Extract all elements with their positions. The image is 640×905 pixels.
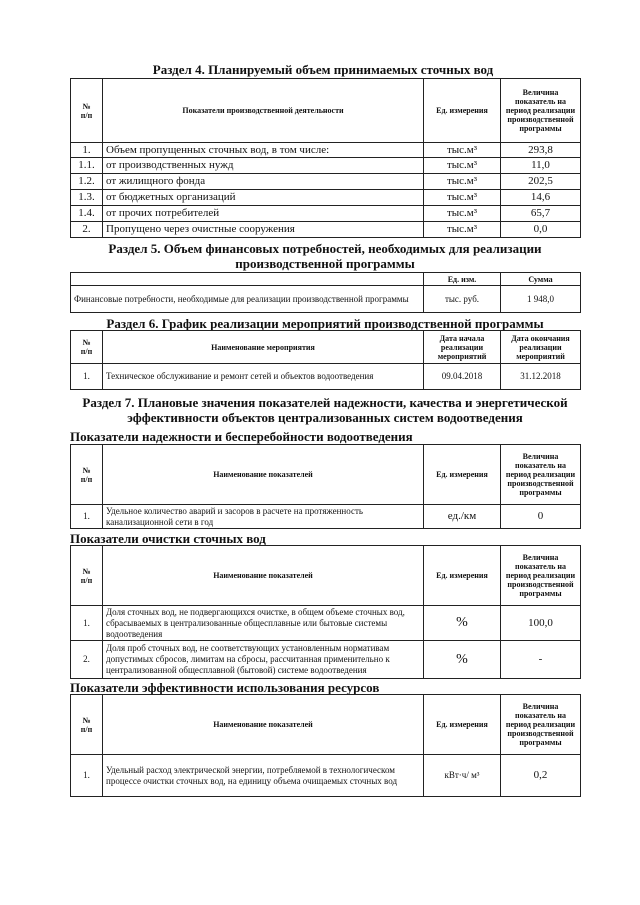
- table-row: [71, 174, 581, 190]
- row-value: 0: [501, 505, 581, 529]
- table-header-row: [71, 79, 581, 143]
- col-name-header: Наименование показателей: [103, 445, 424, 505]
- row-start-date: 09.04.2018: [424, 364, 501, 390]
- row-name: Доля сточных вод, не подвергающихся очистке, в общем объеме сточных вод, сбрасываемых в централизованные общесплавные или бытовые системы водоотведения: [103, 606, 424, 641]
- section-5-title: Раздел 5. Объем финансовых потребностей, необходимых для реализации производственной программы: [108, 241, 542, 271]
- col-unit-header: Ед. измерения: [424, 79, 501, 143]
- row-name: от производственных нужд: [103, 158, 424, 174]
- section-4-table: [70, 78, 581, 238]
- table-header-row: [71, 546, 581, 606]
- table-row: [71, 286, 581, 313]
- col-num-header: № п/п: [71, 331, 103, 364]
- row-unit: тыс.м³: [424, 190, 501, 206]
- row-num: 1.: [71, 143, 103, 158]
- row-name: от жилищного фонда: [103, 174, 424, 190]
- row-name: от бюджетных организаций: [103, 190, 424, 206]
- row-value: 100,0: [501, 606, 581, 641]
- row-value: 0,0: [501, 222, 581, 238]
- efficiency-block: [70, 680, 580, 695]
- col-end-header: Дата окончания реализации мероприятий: [501, 331, 581, 364]
- col-name-header: Показатели производственной деятельности: [103, 79, 424, 143]
- col-value-header: Величина показатель на период реализации производственной программы: [501, 546, 581, 606]
- col-value-header: Величина показатель на период реализации производственной программы: [501, 695, 581, 755]
- table-row: [71, 505, 581, 529]
- row-value: 14,6: [501, 190, 581, 206]
- row-value: 11,0: [501, 158, 581, 174]
- row-num: 2.: [71, 222, 103, 238]
- col-unit-header: Ед. измерения: [424, 695, 501, 755]
- col-num-header: № п/п: [71, 695, 103, 755]
- row-value: 65,7: [501, 206, 581, 222]
- row-name: Удельное количество аварий и засоров в расчете на протяженность канализационной сети в год: [103, 505, 424, 529]
- row-name: от прочих потребителей: [103, 206, 424, 222]
- row-name: Удельный расход электрической энергии, потребляемой в технологическом процессе очистки сточных вод, на единицу объема очищаемых сточных вод: [103, 755, 424, 797]
- col-unit-header: Ед. измерения: [424, 546, 501, 606]
- row-value: 293,8: [501, 143, 581, 158]
- row-unit: тыс.м³: [424, 174, 501, 190]
- table-row: [71, 641, 581, 679]
- row-unit: тыс.м³: [424, 143, 501, 158]
- row-unit: тыс. руб.: [424, 286, 501, 313]
- table-row: [71, 606, 581, 641]
- row-unit: кВт·ч/ м³: [424, 755, 501, 797]
- reliability-title: Показатели надежности и бесперебойности водоотведения: [70, 429, 413, 444]
- row-num: 1.: [71, 755, 103, 797]
- col-num-header: № п/п: [71, 546, 103, 606]
- col-sum-header: Сумма: [501, 273, 581, 286]
- row-num: 1.2.: [71, 174, 103, 190]
- row-num: 1.: [71, 505, 103, 529]
- row-unit: тыс.м³: [424, 206, 501, 222]
- col-num-header: № п/п: [71, 79, 103, 143]
- table-header-row: [71, 445, 581, 505]
- col-unit-header: Ед. измерения: [424, 445, 501, 505]
- col-value-header: Величина показатель на период реализации производственной программы: [501, 79, 581, 143]
- row-value: -: [501, 641, 581, 679]
- row-num: 1.3.: [71, 190, 103, 206]
- table-row: [71, 222, 581, 238]
- table-row: [71, 143, 581, 158]
- col-num-header: № п/п: [71, 445, 103, 505]
- row-num: 1.1.: [71, 158, 103, 174]
- col-start-header: Дата начала реализации мероприятий: [424, 331, 501, 364]
- col-name-header: Наименование мероприятия: [103, 331, 424, 364]
- section-7-title: Раздел 7. Плановые значения показателей надежности, качества и энергетической эффективности объектов централизованных систем водоотведения: [82, 395, 568, 425]
- row-unit: %: [424, 641, 501, 679]
- row-name: Пропущено через очистные сооружения: [103, 222, 424, 238]
- section-5: [90, 241, 560, 271]
- row-name: Доля проб сточных вод, не соответствующих установленным нормативам допустимых сбросов, лимитам на сбросы, рассчитанная применительно к централизованной общесплавной (бытовой) системе водоотведения: [103, 641, 424, 679]
- efficiency-title: Показатели эффективности использования ресурсов: [70, 680, 380, 695]
- table-row: [71, 364, 581, 390]
- table-row: [71, 190, 581, 206]
- row-name: Объем пропущенных сточных вод, в том числе:: [103, 143, 424, 158]
- row-num: 1.: [71, 364, 103, 390]
- table-row: [71, 158, 581, 174]
- section-6-table: [70, 330, 581, 390]
- section-6-title: Раздел 6. График реализации мероприятий производственной программы: [106, 316, 544, 331]
- section-4: [68, 62, 578, 77]
- row-value: 202,5: [501, 174, 581, 190]
- col-value-header: Величина показатель на период реализации производственной программы: [501, 445, 581, 505]
- table-row: [71, 755, 581, 797]
- col-name-header: Наименование показателей: [103, 546, 424, 606]
- col-name-header: [71, 273, 424, 286]
- col-unit-header: Ед. изм.: [424, 273, 501, 286]
- row-unit: тыс.м³: [424, 158, 501, 174]
- row-value: 0,2: [501, 755, 581, 797]
- table-row: [71, 206, 581, 222]
- table-header-row: [71, 695, 581, 755]
- row-num: 1.: [71, 606, 103, 641]
- reliability-block: [70, 429, 580, 444]
- row-name: Финансовые потребности, необходимые для реализации производственной программы: [71, 286, 424, 313]
- row-value: 1 948,0: [501, 286, 581, 313]
- section-7: [80, 395, 570, 425]
- cleaning-block: [70, 531, 580, 546]
- table-header-row: [71, 273, 581, 286]
- row-num: 2.: [71, 641, 103, 679]
- col-name-header: Наименование показателей: [103, 695, 424, 755]
- cleaning-title: Показатели очистки сточных вод: [70, 531, 266, 546]
- efficiency-table: [70, 694, 581, 797]
- table-header-row: [71, 331, 581, 364]
- row-end-date: 31.12.2018: [501, 364, 581, 390]
- row-num: 1.4.: [71, 206, 103, 222]
- section-4-title: Раздел 4. Планируемый объем принимаемых сточных вод: [152, 62, 494, 77]
- section-5-table: [70, 272, 581, 313]
- reliability-table: [70, 444, 581, 529]
- row-unit: %: [424, 606, 501, 641]
- cleaning-table: [70, 545, 581, 679]
- section-6: [80, 316, 570, 331]
- row-unit: тыс.м³: [424, 222, 501, 238]
- row-unit: ед./км: [424, 505, 501, 529]
- row-name: Техническое обслуживание и ремонт сетей и объектов водоотведения: [103, 364, 424, 390]
